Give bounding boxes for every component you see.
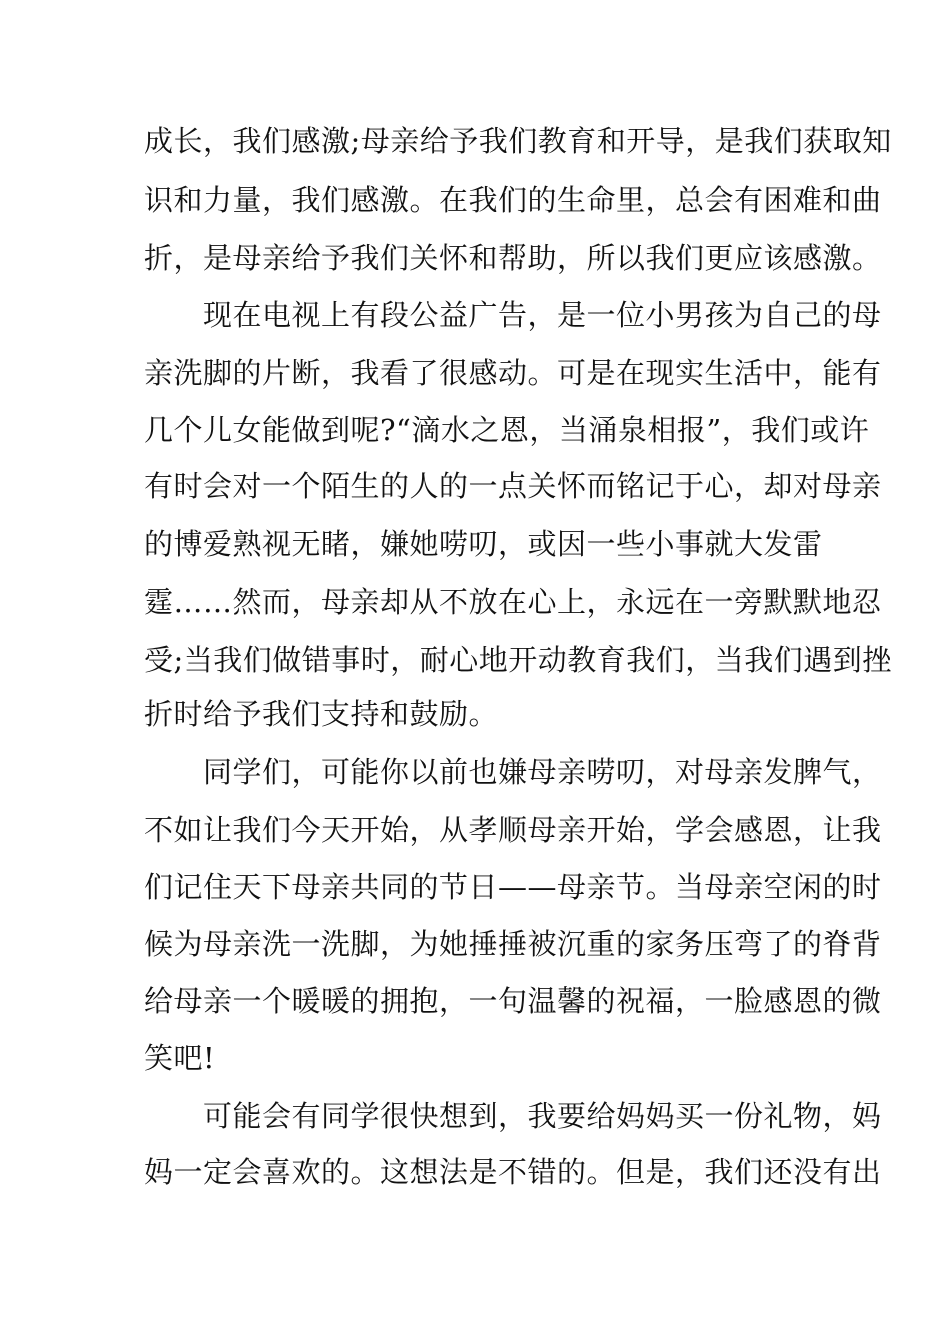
- text-line: 候为母亲洗一洗脚，为她捶捶被沉重的家务压弯了的脊背: [144, 927, 882, 961]
- text-line: 妈一定会喜欢的。这想法是不错的。但是，我们还没有出: [144, 1155, 882, 1189]
- text-line: 折时给予我们支持和鼓励。: [144, 697, 499, 731]
- text-line: 有时会对一个陌生的人的一点关怀而铭记于心，却对母亲: [144, 469, 882, 503]
- text-line: 不如让我们今天开始，从孝顺母亲开始，学会感恩，让我: [144, 813, 882, 847]
- text-line: 几个儿女能做到呢?“滴水之恩，当涌泉相报”，我们或许: [144, 413, 870, 447]
- text-line: 们记住天下母亲共同的节日——母亲节。当母亲空闲的时: [144, 870, 882, 904]
- text-line: 的博爱熟视无睹，嫌她唠叨，或因一些小事就大发雷: [144, 527, 823, 561]
- text-line: 识和力量，我们感激。在我们的生命里，总会有困难和曲: [144, 183, 882, 217]
- text-line: 同学们，可能你以前也嫌母亲唠叨，对母亲发脾气，: [203, 755, 882, 789]
- text-line: 折，是母亲给予我们关怀和帮助，所以我们更应该感激。: [144, 241, 882, 275]
- text-line: 受;当我们做错事时，耐心地开动教育我们，当我们遇到挫: [144, 643, 892, 677]
- text-line: 现在电视上有段公益广告，是一位小男孩为自己的母: [203, 298, 882, 332]
- text-line: 可能会有同学很快想到，我要给妈妈买一份礼物，妈: [203, 1099, 882, 1133]
- text-line: 笑吧!: [144, 1041, 216, 1075]
- text-line: 亲洗脚的片断，我看了很感动。可是在现实生活中，能有: [144, 356, 882, 390]
- text-line: 霆……然而，母亲却从不放在心上，永远在一旁默默地忍: [144, 585, 882, 619]
- text-line: 给母亲一个暖暖的拥抱，一句温馨的祝福，一脸感恩的微: [144, 984, 882, 1018]
- text-line: 成长，我们感激;母亲给予我们教育和开导，是我们获取知: [144, 124, 892, 158]
